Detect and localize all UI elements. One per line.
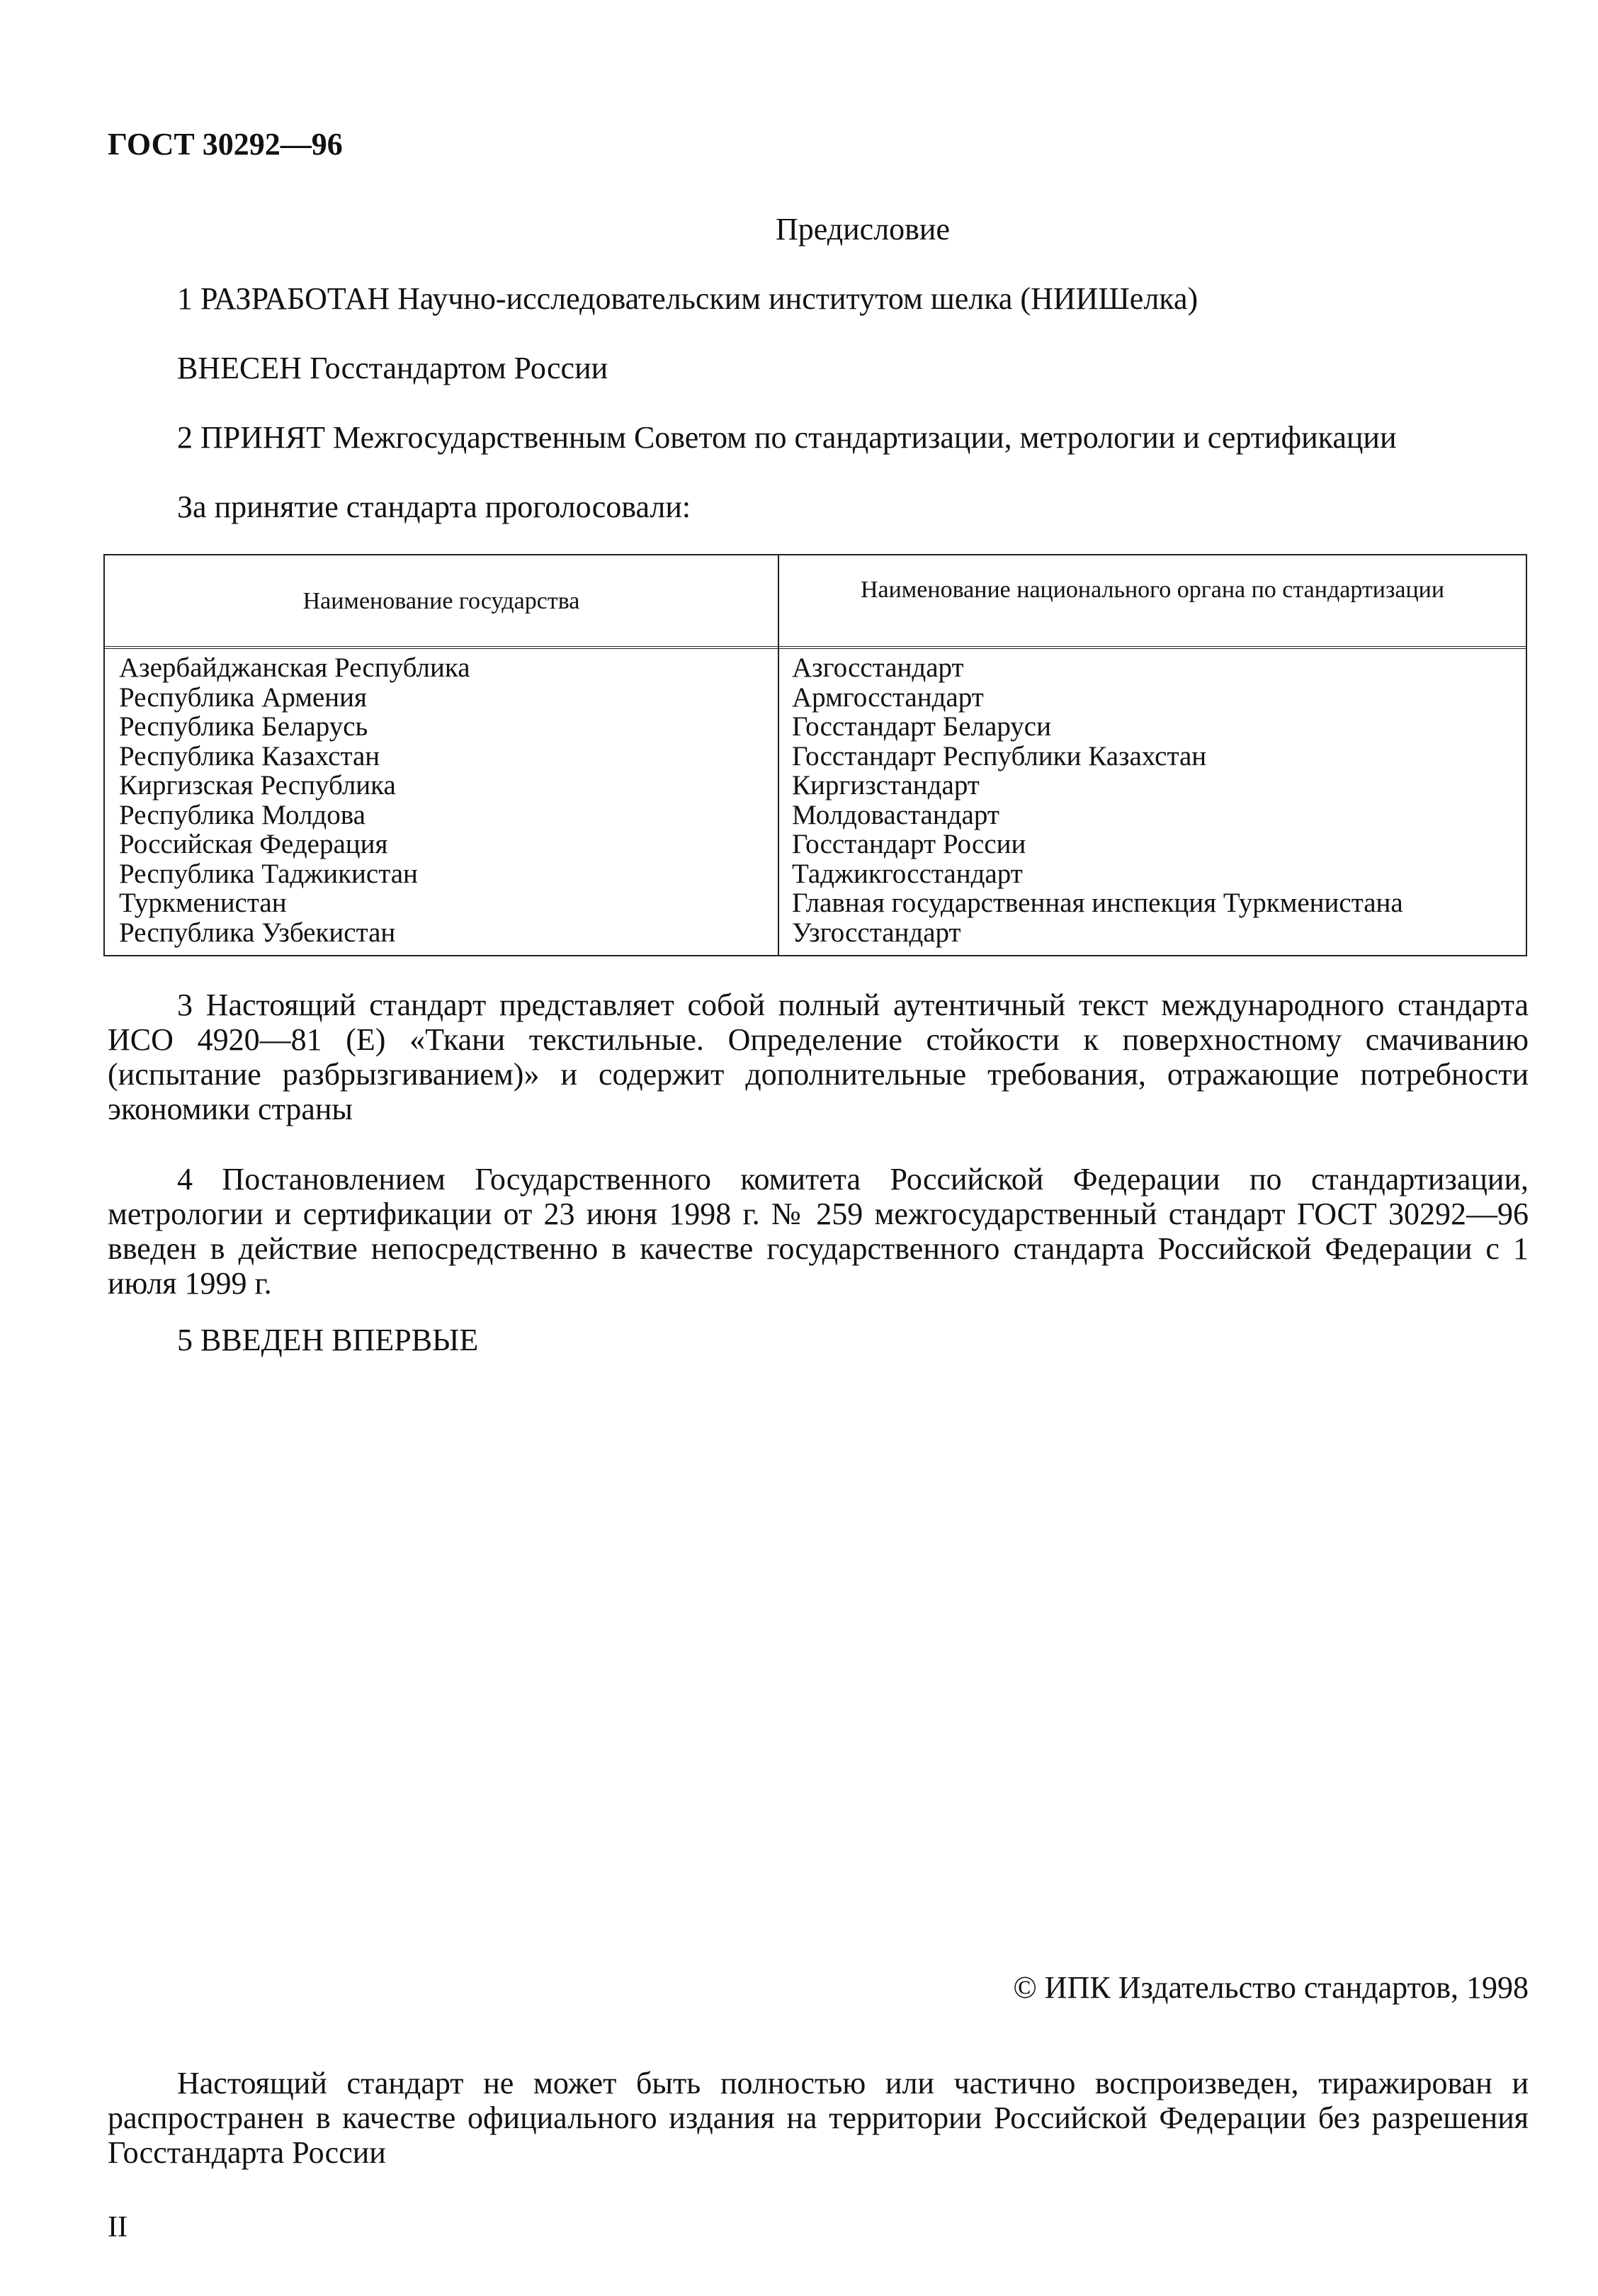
table-cell: Азгосстандарт [792,652,964,683]
item-1-developed: 1 РАЗРАБОТАН Научно-исследовательским институтом шелка (НИИШелка) [177,281,1198,316]
table-cell: Узгосстандарт [792,917,961,948]
table-cell: Киргизская Республика [119,770,396,801]
table-cell: Молдовастандарт [792,799,999,830]
page-number: II [108,2211,128,2244]
table-cell: Республика Армения [119,682,367,713]
item-2-adopted: 2 ПРИНЯТ Межгосударственным Советом по стандартизации, метрологии и сертификации [177,420,1397,455]
table-cell: Республика Таджикистан [119,858,418,889]
table-cell: Туркменистан [119,888,287,918]
table-cell: Госстандарт Беларуси [792,711,1051,742]
table-cell: Таджикгосстандарт [792,858,1023,889]
reproduction-notice: Настоящий стандарт не может быть полностью или частично воспроизведен, тиражирован и распространен в качестве официального издания на территории Российской Федерации без разрешения Госстандарта России [108,2066,1529,2170]
table-header-national-body: Наименование национального органа по стандартизации [860,577,1445,603]
table-cell: Республика Узбекистан [119,917,396,948]
document-header: ГОСТ 30292—96 [108,127,343,162]
table-cell: Азербайджанская Республика [119,652,470,683]
table-cell: Госстандарт России [792,829,1026,859]
table-column-states [119,653,470,947]
table-cell: Госстандарт Республики Казахстан [792,740,1207,771]
introduced-by: ВНЕСЕН Госстандартом России [177,351,608,385]
table-header-state: Наименование государства [302,588,580,614]
item-4-paragraph: 4 Постановлением Государственного комитета Российской Федерации по стандартизации, метрологии и сертификации от 23 июня 1998 г. № 259 межгосударственный стандарт ГОСТ 30292—96 введен в действие непосредственно в качестве государственного стандарта Российской Федерации с 1 июля 1999 г. [108,1162,1529,1301]
item-3-paragraph: 3 Настоящий стандарт представляет собой полный аутентичный текст международного стандарта ИСО 4920—81 (Е) «Ткани текстильные. Определение стойкости к поверхностному смачиванию (испытание разбрызгиванием)» и содержит дополнительные требования, отражающие потребности экономики страны [108,988,1529,1126]
table-column-divider [778,555,779,955]
table-cell: Киргизстандарт [792,770,980,801]
table-cell: Российская Федерация [119,829,388,859]
table-cell: Армгосстандарт [792,682,984,713]
item-5-first-introduced: 5 ВВЕДЕН ВПЕРВЫЕ [177,1323,479,1357]
table-cell: Главная государственная инспекция Туркменистана [792,888,1403,918]
copyright: © ИПК Издательство стандартов, 1998 [1013,1970,1529,2005]
voting-table [103,554,1527,956]
table-header-divider [105,646,1526,649]
table-column-bodies [792,653,1403,947]
table-cell: Республика Беларусь [119,711,368,742]
table-cell: Республика Молдова [119,799,366,830]
table-cell: Республика Казахстан [119,740,380,771]
page-title: Предисловие [776,212,950,247]
voted-label: За принятие стандарта проголосовали: [177,490,691,524]
